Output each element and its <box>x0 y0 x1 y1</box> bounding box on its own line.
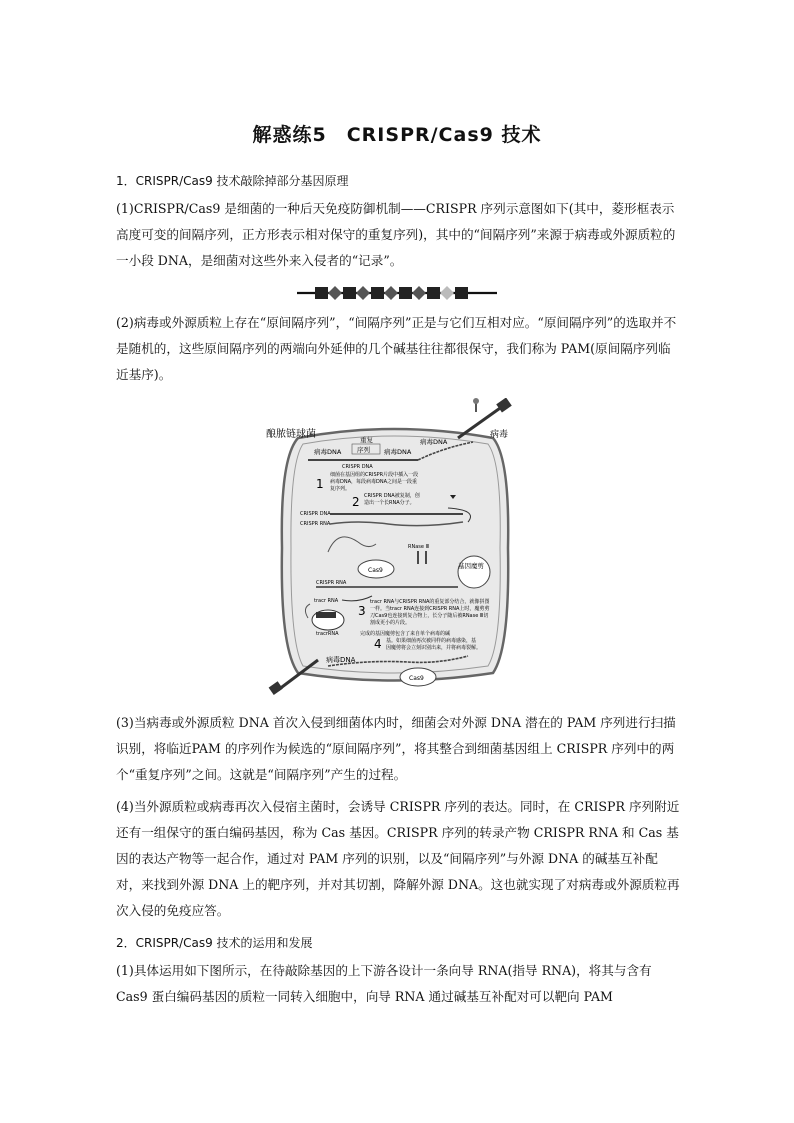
step3-text-b: 一样。当tracr RNA连接到CRISPR RNA上时，魔剪剪 <box>370 606 490 612</box>
step4-text-b: 基。如果细菌再次被同样的病毒感染，基 <box>386 638 477 644</box>
section2-paragraph-1: (1)具体运用如下图所示，在待敲除基因的上下游各设计一条向导 RNA(指导 RNA)，将其与含有 Cas9 蛋白编码基因的质粒一同转入细胞中，向导 RNA 通过碱基互补配对可以靶向 PAM <box>116 963 652 1004</box>
section1-paragraph-3: (3)当病毒或外源质粒 DNA 首次入侵到细菌体内时，细菌会对外源 DNA 潜在的 PAM 序列进行扫描识别，将临近PAM 的序列作为候选的“原间隔序列”，将其整合到细菌基因组上 CRISPR 序列中的两个“重复序列”之间。这就是“间隔序列”产生的过程。 <box>116 715 676 782</box>
label-virus-dna-left: 病毒DNA <box>314 448 342 456</box>
step3-text-c: 刀Cas9也连接到复合物上，长分子随后被RNase Ⅲ切 <box>370 613 489 619</box>
label-crispr-dna-2: CRISPR DNA <box>300 511 331 517</box>
label-crispr-rna: CRISPR RNA <box>300 521 331 527</box>
label-virus-dna-bottom: 病毒DNA <box>326 656 356 664</box>
step1-text-c: 复序列。 <box>330 486 351 492</box>
label-crispr-dna: CRISPR DNA <box>342 464 373 470</box>
label-cas9: Cas9 <box>368 567 383 574</box>
label-virus-dna-mid: 病毒DNA <box>384 448 412 456</box>
crispr-mechanism-figure <box>258 398 528 700</box>
step2-text-b: 造出一个长RNA分子。 <box>364 500 415 506</box>
label-tracr-rna: tracr RNA <box>314 598 339 604</box>
label-virus-dna-top: 病毒DNA <box>420 438 448 446</box>
label-tracr-rna-2: tracrRNA <box>316 631 339 637</box>
label-gene-scissors: 基因魔剪 <box>458 562 484 570</box>
label-cas9-bottom: Cas9 <box>409 675 424 682</box>
label-crispr-rna-2: CRISPR RNA <box>316 580 347 586</box>
step1-text-a: 细菌在基因组的CRISPR片段中插入一段 <box>330 472 419 478</box>
section2-heading: 2．CRISPR/Cas9 技术的运用和发展 <box>116 936 313 950</box>
label-virus: 病毒 <box>490 430 509 440</box>
step4-text-c: 因魔剪将会立刻识别出来，并将病毒裂解。 <box>386 645 482 651</box>
step2-number: 2 <box>352 495 360 509</box>
step1-text-b: 病毒DNA，每段病毒DNA之间是一段重 <box>330 479 418 485</box>
step1-number: 1 <box>316 477 324 491</box>
step3-text-a: tracr RNA与CRISPR RNA的重复部分结合，就像拼图 <box>370 599 490 605</box>
label-repeat: 重复 <box>360 436 373 444</box>
section1-paragraph-2: (2)病毒或外源质粒上存在“原间隔序列”，“间隔序列”正是与它们互相对应。“原间隔序列”的选取并不是随机的，这些原间隔序列的两端向外延伸的几个碱基往往都很保守，我们称为 PAM(原间隔序列临近基序)。 <box>116 315 677 382</box>
step4-number: 4 <box>374 637 382 651</box>
step4-text-a: 完成的基因魔剪包含了来自单个病毒的碱 <box>360 631 451 637</box>
label-bacterium: 酿脓链球菌 <box>266 429 316 440</box>
step3-number: 3 <box>358 604 366 618</box>
section1-paragraph-4: (4)当外源质粒或病毒再次入侵宿主菌时，会诱导 CRISPR 序列的表达。同时，在 CRISPR 序列附近还有一组保守的蛋白编码基因，称为 Cas 基因。CRISPR 序列的转录产物 CRISPR RNA 和 Cas 基因的表达产物等一起合作，通过对 PAM 序列的识别，以及“间隔序列”与外源 DNA 的碱基互补配对，来找到外源 DNA 上的靶序列，并对其切割，降解外源 DNA。这也就实现了对病毒或外源质粒再次入侵的免疫应答。 <box>116 799 680 918</box>
label-sequence: 序列 <box>357 446 370 454</box>
label-rnase: RNase Ⅲ <box>408 544 429 550</box>
step2-text-a: CRISPR DNA被复制，创 <box>364 493 420 499</box>
step3-text-d: 割成更小的片段。 <box>370 620 411 626</box>
section1-heading: 1．CRISPR/Cas9 技术敲除掉部分基因原理 <box>116 174 349 188</box>
section1-paragraph-1: (1)CRISPR/Cas9 是细菌的一种后天免疫防御机制——CRISPR 序列示意图如下(其中，菱形框表示高度可变的间隔序列，正方形表示相对保守的重复序列)，其中的“间隔序列”来源于病毒或外源质粒的一小段 DNA，是细菌对这些外来入侵者的“记录”。 <box>116 201 676 268</box>
crispr-sequence-diagram <box>297 284 497 302</box>
page-title: 解惑练5 CRISPR/Cas9 技术 <box>252 124 542 146</box>
